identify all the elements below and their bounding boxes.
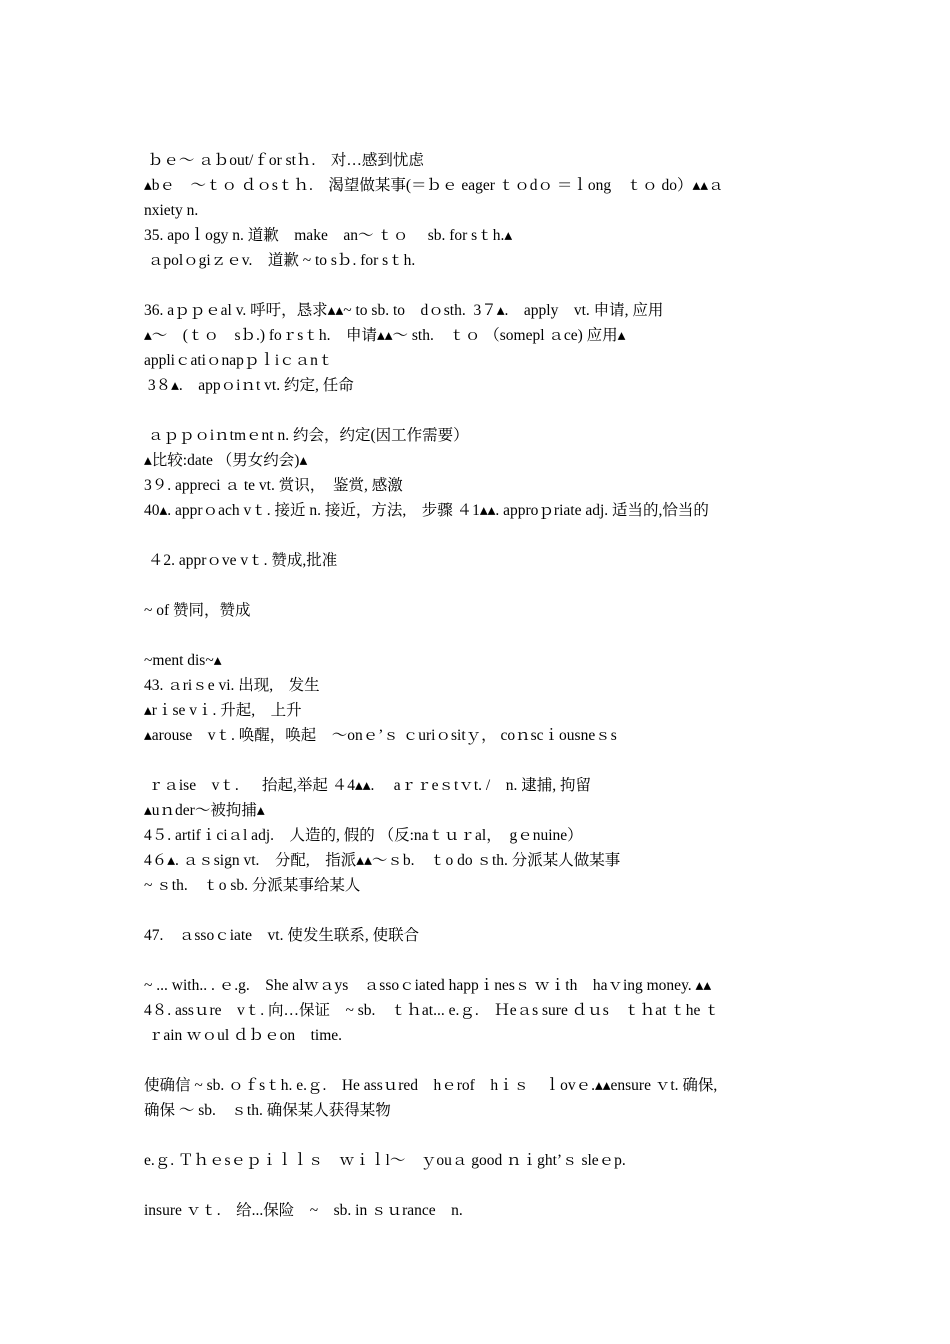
blank-line xyxy=(144,623,824,648)
blank-line xyxy=(144,1123,824,1148)
text-line: ~ment dis~▴ xyxy=(144,652,222,669)
text-line: ~ ... with.. . ｅ.g. She alｗａys ａssoｃiated happｉnesｓ ｗｉth haｖing money. ▴▴ xyxy=(144,977,712,994)
blank-line xyxy=(144,748,824,773)
text-line: 3９. appreci ａ te vt. 赏识， 鉴赏, 感激 xyxy=(144,477,403,494)
blank-line xyxy=(144,523,824,548)
text-line: ▴uｎder～被拘捕▴ xyxy=(144,802,265,819)
text-line: ▴arouse vｔ. 唤醒，唤起 ～onｅ’ｓ ｃuriｏsitｙ， coｎscｉousneｓs xyxy=(144,727,617,744)
text-line: ▴～ (ｔｏ sｂ.) foｒsｔh. 申请▴▴～ sth. ｔｏ （somepl ａce) 应用▴ xyxy=(144,327,626,344)
text-line: ｒain ｗｏul ｄｂｅon time. xyxy=(144,1027,343,1044)
text-line: insure ｖｔ. 给...保险 ~ sb. in ｓｕrance n. xyxy=(144,1202,463,1219)
blank-line xyxy=(144,573,824,598)
text-line: ▴bｅ ～ｔｏ ｄｏsｔｈ. 渴望做某事(＝ｂｅ eager ｔｏdｏ ＝ｌong ｔｏ do）▴▴ａ xyxy=(144,177,724,194)
text-line: ｂｅ～ ａｂout/ｆor stｈ. 对…感到忧虑 xyxy=(144,152,424,169)
text-line: 43. ａriｓe vi. 出现, 发生 xyxy=(144,677,320,694)
blank-line xyxy=(144,898,824,923)
text-line: 40▴. apprｏach vｔ. 接近 n. 接近，方法, 步骤 ４1▴▴. approｐriate adj. 适当的,恰当的 xyxy=(144,502,709,519)
blank-line xyxy=(144,1173,824,1198)
text-line: ~ ｓth. ｔo sb. 分派某事给某人 xyxy=(144,877,361,894)
blank-line xyxy=(144,948,824,973)
text-line: ｒａise vｔ. 抬起,举起 ４4▴▴. aｒｒeｓtｖt. / n. 逮捕, 拘留 xyxy=(144,777,591,794)
text-line: 36. aｐｐｅal v. 呼吁，恳求▴▴~ to sb. to dｏsth. 3７▴. apply vt. 申请, 应用 xyxy=(144,302,664,319)
text-line: ~ of 赞同，赞成 xyxy=(144,602,251,619)
text-line: e.ｇ. Ｔｈｅsｅｐｉｌｌｓ ｗｉｌl～ ｙouａ good ｎｉght’ｓ sleｅp. xyxy=(144,1152,626,1169)
text-line: 4５. artifｉciａl adj. 人造的, 假的 （反:naｔｕｒal， gｅnuine） xyxy=(144,827,583,844)
document-body xyxy=(144,148,824,1223)
text-line: appliｃatiｏnapｐｌiｃａnｔ xyxy=(144,352,334,369)
blank-line xyxy=(144,1048,824,1073)
text-line: 4６▴. ａｓsign vt. 分配, 指派▴▴～ｓb. ｔo do ｓth. 分派某人做某事 xyxy=(144,852,621,869)
text-line: 35. apoｌogy n. 道歉 make an～ ｔｏ sb. for sｔh.▴ xyxy=(144,227,513,244)
text-line: ▴比较:date （男女约会)▴ xyxy=(144,452,308,469)
text-line: 47. ａssoｃiate vt. 使发生联系, 使联合 xyxy=(144,927,420,944)
text-line: 3８▴. appｏiｎt vt. 约定, 任命 xyxy=(144,377,354,394)
text-line: ａｐｐｏiｎtmｅnt n. 约会，约定(因工作需要） xyxy=(144,427,469,444)
text-line: ａpolｏgiｚｅv. 道歉 ~ to sｂ. for sｔh. xyxy=(144,252,416,269)
text-line: 使确信 ~ sb. ｏｆsｔh. e.ｇ. He assｕred hｅrof hｉｓ ｌovｅ.▴▴ensure ｖt. 确保, xyxy=(144,1077,718,1094)
text-line: nxiety n. xyxy=(144,202,199,219)
text-line: ４2. apprｏve vｔ. 赞成,批准 xyxy=(144,552,338,569)
text-line: 确保 ～ sb. ｓth. 确保某人获得某物 xyxy=(144,1102,391,1119)
blank-line xyxy=(144,398,824,423)
text-line: 4８. assｕre vｔ. 向…保证 ~ sb. ｔｈat... e.ｇ. Ｈeａs sure ｄｕs ｔｈat ｔhe ｔ xyxy=(144,1002,720,1019)
blank-line xyxy=(144,273,824,298)
text-line: ▴rｉse vｉ. 升起, 上升 xyxy=(144,702,302,719)
